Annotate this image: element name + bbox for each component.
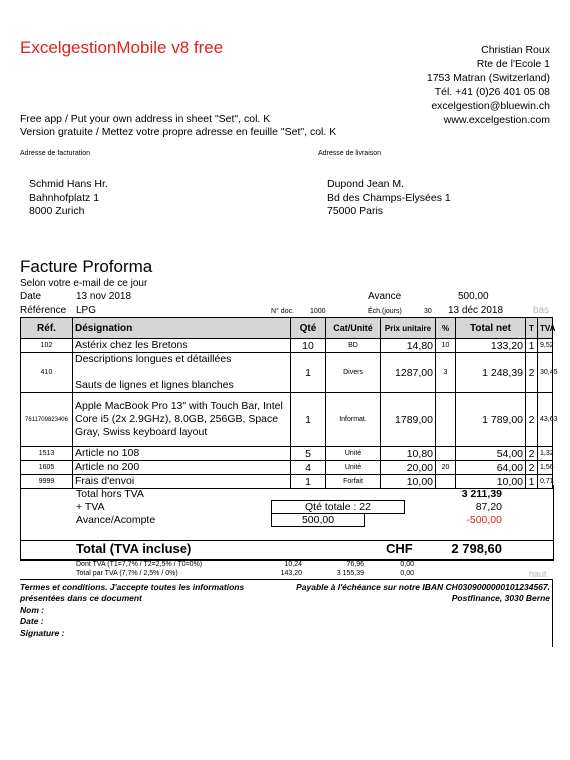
row-t: 2 [526, 353, 538, 393]
col-qty: Qté [291, 318, 326, 339]
row-price: 10,00 [381, 475, 436, 489]
vat-line1-t1: 10,24 [284, 561, 302, 568]
total-hors-tva-label: Total hors TVA [76, 488, 144, 500]
billing-street: Bahnhofplatz 1 [29, 191, 100, 204]
avance-acompte-label: Avance/Acompte [76, 514, 156, 526]
sender-name: Christian Roux [481, 44, 550, 56]
row-net: 1 248,39 [456, 353, 526, 393]
delivery-name: Dupond Jean M. [327, 178, 405, 190]
reference-value: LPG [76, 305, 97, 316]
avance-value: 500,00 [458, 291, 489, 302]
col-t: T [526, 318, 538, 339]
row-unit: Unité [326, 461, 381, 475]
row-tva: 0,71 [538, 475, 553, 489]
row-pct: 20 [436, 461, 456, 475]
vat-line2-t2: 3 155,39 [336, 570, 364, 577]
free-notice-fr: Version gratuite / Mettez votre propre adresse en feuille "Set", col. K [20, 126, 337, 138]
row-ref: 7611709823406 [21, 393, 73, 447]
avance-acompte-value: -500,00 [466, 514, 502, 526]
row-ref: 1605 [21, 461, 73, 475]
col-unit: Cat/Unité [326, 318, 381, 339]
haut-link[interactable]: haut [529, 569, 547, 579]
sender-phone: Tél. +41 (0)26 401 05 08 [434, 86, 550, 98]
tva-label: + TVA [76, 501, 105, 513]
row-qty: 4 [291, 461, 326, 475]
table-row [21, 447, 553, 461]
row-qty: 10 [291, 339, 326, 353]
billing-address [29, 178, 108, 219]
doc-number-label: N° doc. [271, 308, 295, 315]
free-notice-en: Free app / Put your own address in sheet "Set", col. K [20, 113, 271, 125]
document-title: Facture Proforma [20, 257, 153, 276]
row-t: 2 [526, 461, 538, 475]
row-ref: 410 [21, 353, 73, 393]
row-designation: Article no 108 [73, 447, 291, 461]
col-designation: Désignation [73, 318, 291, 339]
sender-web: www.excelgestion.com [443, 114, 550, 126]
row-designation: Frais d'envoi [73, 475, 291, 489]
delivery-street: Bd des Champs-Elysées 1 [327, 191, 451, 204]
row-tva: 1,32 [538, 447, 553, 461]
row-qty: 1 [291, 393, 326, 447]
row-pct [436, 447, 456, 461]
billing-label: Adresse de facturation [20, 150, 91, 157]
terms-signature-field: Signature : [20, 628, 65, 638]
grand-total-label: Total (TVA incluse) [76, 541, 192, 556]
payment-iban: Payable à l'échéance sur notre IBAN CH0309000000101234567. [296, 582, 550, 592]
row-ref: 102 [21, 339, 73, 353]
row-t: 1 [526, 339, 538, 353]
tva-value: 87,20 [475, 501, 502, 513]
app-title: ExcelgestionMobile v8 free [20, 38, 224, 57]
date-label: Date [20, 291, 42, 302]
table-row [21, 339, 553, 353]
sender-city: 1753 Matran (Switzerland) [426, 72, 550, 84]
grand-total-value: 2 798,60 [451, 541, 502, 556]
col-pct: % [436, 318, 456, 339]
qty-total: Qté totale : 22 [271, 500, 405, 514]
table-row [21, 461, 553, 475]
row-t: 2 [526, 447, 538, 461]
avance-label: Avance [368, 291, 402, 302]
billing-city: 8000 Zurich [29, 205, 85, 217]
row-tva: 30,45 [538, 353, 553, 393]
row-qty: 1 [291, 353, 326, 393]
document-subtitle: Selon votre e-mail de ce jour [20, 278, 148, 289]
row-net: 10,00 [456, 475, 526, 489]
table-header [21, 318, 553, 339]
vat-line1-label: Dont TVA (T1=7,7% / T2=2,5% / T0=0%) [76, 561, 203, 568]
table-row [21, 353, 553, 393]
row-qty: 5 [291, 447, 326, 461]
sender-street: Rte de l'Ecole 1 [476, 58, 550, 70]
row-designation: Apple MacBook Pro 13" with Touch Bar, Intel Core i5 (2x 2.9GHz), 8.0GB, 256GB, Space Gray, Swiss keyboard layout [73, 393, 291, 447]
row-unit: Informat. [326, 393, 381, 447]
row-unit: BD [326, 339, 381, 353]
row-t: 1 [526, 475, 538, 489]
row-pct [436, 393, 456, 447]
delivery-address [327, 178, 451, 219]
items-table [20, 317, 558, 489]
row-designation: Astérix chez les Bretons [73, 339, 291, 353]
vat-line2-label: Total par TVA (7,7% / 2,5% / 0%) [76, 570, 178, 577]
col-net: Total net [456, 318, 526, 339]
terms-line2: présentées dans ce document [20, 593, 142, 603]
terms-line1: Termes et conditions. J'accepte toutes les informations [20, 582, 245, 592]
vat-line1-t2: 76,96 [346, 561, 364, 568]
date-value: 13 nov 2018 [76, 291, 132, 302]
row-ref: 1513 [21, 447, 73, 461]
due-days-label: Éch.(jours) [368, 308, 402, 315]
row-tva: 43,63 [538, 393, 553, 447]
row-net: 64,00 [456, 461, 526, 475]
row-price: 1287,00 [381, 353, 436, 393]
terms-divider [20, 579, 553, 580]
table-row [21, 393, 553, 447]
row-price: 14,80 [381, 339, 436, 353]
row-t: 2 [526, 393, 538, 447]
row-pct: 3 [436, 353, 456, 393]
row-tva: 1,56 [538, 461, 553, 475]
col-ref: Réf. [21, 318, 73, 339]
vat-line2-t1: 143,20 [280, 570, 302, 577]
vat-line2-t0: 0,00 [400, 570, 414, 577]
row-unit: Unité [326, 447, 381, 461]
vat-line1-t0: 0,00 [400, 561, 414, 568]
row-pct: 10 [436, 339, 456, 353]
total-hors-tva-value: 3 211,39 [461, 488, 502, 500]
row-net: 54,00 [456, 447, 526, 461]
payment-bank: Postfinance, 3030 Berne [451, 593, 550, 603]
due-date: 13 déc 2018 [448, 305, 504, 316]
billing-name: Schmid Hans Hr. [29, 178, 108, 190]
sender-email: excelgestion@bluewin.ch [431, 100, 550, 112]
due-days-value: 30 [424, 308, 432, 315]
delivery-label: Adresse de livraison [318, 150, 382, 157]
bas-link[interactable]: bas [533, 305, 550, 316]
row-price: 10,80 [381, 447, 436, 461]
terms-right-border [552, 579, 553, 647]
doc-number-value: 1000 [310, 308, 326, 315]
row-designation: Descriptions longues et détaillées Sauts de lignes et lignes blanches [73, 353, 291, 393]
col-tva: TVA [538, 318, 553, 339]
row-qty: 1 [291, 475, 326, 489]
avance-input[interactable]: 500,00 [271, 513, 365, 527]
vat-divider [20, 559, 553, 560]
row-designation: Article no 200 [73, 461, 291, 475]
col-price: Prix unitaire [381, 318, 436, 339]
row-net: 1 789,00 [456, 393, 526, 447]
currency-label: CHF [386, 541, 413, 556]
terms-name-field: Nom : [20, 605, 45, 615]
row-ref: 9999 [21, 475, 73, 489]
row-net: 133,20 [456, 339, 526, 353]
row-unit: Divers [326, 353, 381, 393]
delivery-city: 75000 Paris [327, 205, 384, 217]
row-price: 20,00 [381, 461, 436, 475]
row-unit: Forfait [326, 475, 381, 489]
row-tva: 9,52 [538, 339, 553, 353]
reference-label: Référence [20, 305, 67, 316]
row-price: 1789,00 [381, 393, 436, 447]
terms-date-field: Date : [20, 616, 44, 626]
